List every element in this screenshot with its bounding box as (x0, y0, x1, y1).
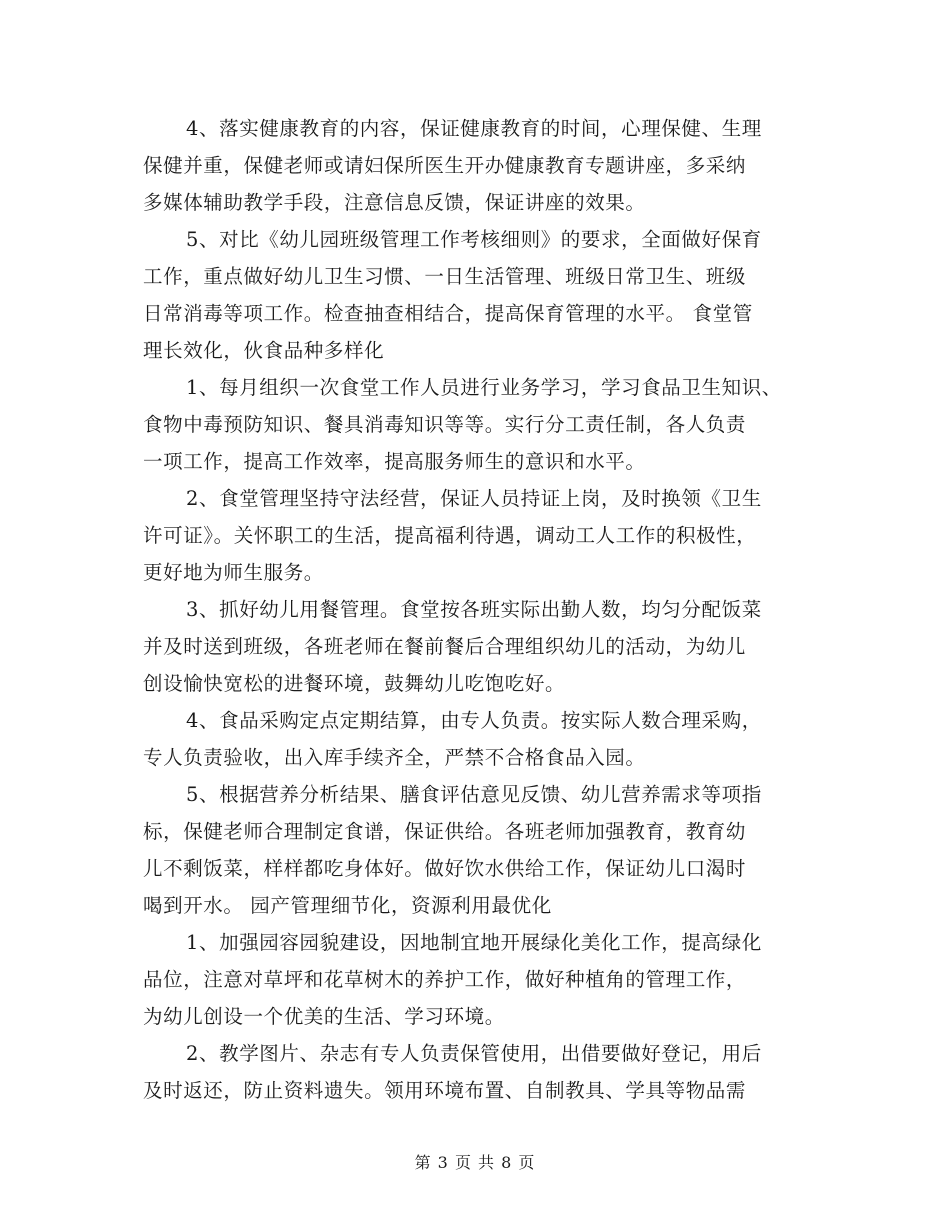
text-line: 更好地为师生服务。 (143, 561, 324, 584)
text-line: 多媒体辅助教学手段，注意信息反馈，保证讲座的效果。 (143, 191, 646, 214)
text-line: 4、落实健康教育的内容，保证健康教育的时间，心理保健、生理 (186, 117, 762, 140)
text-line: 4、食品采购定点定期结算，由专人负责。按实际人数合理采购， (186, 709, 762, 732)
text-line: 食物中毒预防知识、餐具消毒知识等等。实行分工责任制，各人负责 (143, 413, 747, 436)
text-line: 儿不剩饭菜，样样都吃身体好。做好饮水供给工作，保证幼儿口渴时 (143, 857, 747, 880)
text-line: 3、抓好幼儿用餐管理。食堂按各班实际出勤人数，均匀分配饭菜 (186, 598, 762, 621)
text-line: 标，保健老师合理制定食谱，保证供给。各班老师加强教育，教育幼 (143, 820, 747, 843)
text-line: 2、食堂管理坚持守法经营，保证人员持证上岗，及时换领《卫生 (186, 487, 762, 510)
document-body (143, 110, 833, 1109)
text-line: 保健并重，保健老师或请妇保所医生开办健康教育专题讲座，多采纳 (143, 154, 747, 177)
text-line: 专人负责验收，出入库手续齐全，严禁不合格食品入园。 (143, 746, 646, 769)
text-line: 工作，重点做好幼儿卫生习惯、一日生活管理、班级日常卫生、班级 (143, 265, 747, 288)
text-line: 1、每月组织一次食堂工作人员进行业务学习，学习食品卫生知识、 (186, 376, 782, 399)
text-line: 创设愉快宽松的进餐环境，鼓舞幼儿吃饱吃好。 (143, 672, 566, 695)
text-line: 许可证》。关怀职工的生活，提高福利待遇，调动工人工作的积极性， (143, 524, 757, 547)
text-line: 理长效化，伙食品种多样化 (143, 339, 385, 362)
text-line: 并及时送到班级，各班老师在餐前餐后合理组织幼儿的活动，为幼儿 (143, 635, 747, 658)
page-number-footer: 第 3 页 共 8 页 (414, 1153, 536, 1172)
text-line: 日常消毒等项工作。检查抽查相结合，提高保育管理的水平。 食堂管 (143, 302, 753, 325)
text-line: 喝到开水。 园产管理细节化，资源利用最优化 (143, 894, 552, 917)
text-line: 及时返还，防止资料遗失。领用环境布置、自制教具、学具等物品需 (143, 1079, 747, 1102)
text-line: 品位，注意对草坪和花草树木的养护工作，做好种植角的管理工作， (143, 968, 747, 991)
text-line: 2、教学图片、杂志有专人负责保管使用，出借要做好登记，用后 (186, 1042, 762, 1065)
text-line: 一项工作，提高工作效率，提高服务师生的意识和水平。 (143, 450, 646, 473)
text-line: 为幼儿创设一个优美的生活、学习环境。 (143, 1005, 505, 1028)
text-line: 5、根据营养分析结果、膳食评估意见反馈、幼儿营养需求等项指 (186, 783, 762, 806)
text-line: 1、加强园容园貌建设，因地制宜地开展绿化美化工作，提高绿化 (186, 931, 762, 954)
text-line: 5、对比《幼儿园班级管理工作考核细则》的要求，全面做好保育 (186, 228, 762, 251)
